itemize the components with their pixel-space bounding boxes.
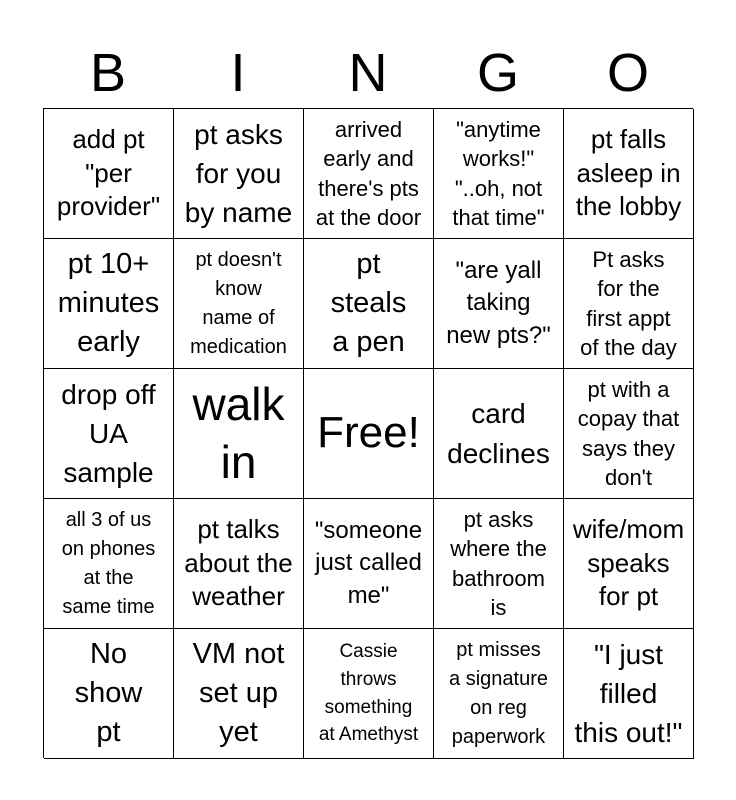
bingo-cell-r3c4[interactable] <box>434 369 564 499</box>
bingo-cell-r5c5[interactable] <box>564 629 694 759</box>
cell-text: pt with a copay that says they don't <box>577 377 680 490</box>
cell-text: VM not set up yet <box>192 637 285 749</box>
bingo-cell-r1c3[interactable] <box>304 109 434 239</box>
bingo-cell-r1c2[interactable] <box>174 109 304 239</box>
bingo-cell-r3c5[interactable] <box>564 369 694 499</box>
header-letter-i: I <box>230 43 246 103</box>
cell-text: "someone just called me" <box>314 516 423 609</box>
cell-text: drop off UA sample <box>61 378 156 489</box>
cell-text: pt misses a signature on reg paperwork <box>449 638 548 748</box>
cell-text: No show pt <box>74 637 143 749</box>
bingo-cell-r3c1[interactable] <box>44 369 174 499</box>
bingo-cell-r5c1[interactable] <box>44 629 174 759</box>
cell-text: pt falls asleep in the lobby <box>575 123 682 222</box>
bingo-cell-r2c2[interactable] <box>174 239 304 369</box>
cell-text: pt asks where the bathroom is <box>450 507 547 620</box>
bingo-cell-r1c1[interactable] <box>44 109 174 239</box>
cell-text: all 3 of us on phones at the same time <box>61 508 156 618</box>
bingo-cell-r4c4[interactable] <box>434 499 564 629</box>
cell-text: arrived early and there's pts at the door <box>315 117 422 230</box>
bingo-grid <box>43 108 693 758</box>
bingo-cell-r4c5[interactable] <box>564 499 694 629</box>
cell-text: card declines <box>447 398 550 469</box>
bingo-cell-r5c2[interactable] <box>174 629 304 759</box>
cell-text: walk in <box>192 378 285 488</box>
bingo-cell-r3c3[interactable] <box>304 369 434 499</box>
cell-text: "anytime works!" "..oh, not that time" <box>452 117 545 230</box>
cell-text: add pt "per provider" <box>56 123 161 222</box>
cell-text: Pt asks for the first appt of the day <box>580 247 677 360</box>
header-letter-b: B <box>89 43 127 103</box>
cell-text: pt talks about the weather <box>184 513 293 612</box>
bingo-cell-r1c4[interactable] <box>434 109 564 239</box>
cell-text: "are yall taking new pts?" <box>446 256 551 349</box>
bingo-cell-r2c4[interactable] <box>434 239 564 369</box>
cell-text: pt 10+ minutes early <box>57 247 160 359</box>
bingo-cell-r5c4[interactable] <box>434 629 564 759</box>
bingo-cell-r4c1[interactable] <box>44 499 174 629</box>
cell-text: pt steals a pen <box>330 247 407 359</box>
bingo-cell-r2c3[interactable] <box>304 239 434 369</box>
bingo-cell-r2c5[interactable] <box>564 239 694 369</box>
bingo-cell-r3c2[interactable] <box>174 369 304 499</box>
header-letter-g: G <box>476 43 519 103</box>
bingo-cell-r2c1[interactable] <box>44 239 174 369</box>
header-letter-n: N <box>348 43 388 103</box>
cell-text: pt asks for you by name <box>184 118 293 229</box>
bingo-cell-r1c5[interactable] <box>564 109 694 239</box>
cell-text: Cassie throws something at Amethyst <box>318 641 419 746</box>
header-letter-o: O <box>606 43 649 103</box>
bingo-cell-r4c2[interactable] <box>174 499 304 629</box>
free-space: Free! <box>317 408 420 458</box>
cell-text: pt doesn't know name of medication <box>190 248 287 358</box>
cell-text: "I just filled this out!" <box>574 638 683 749</box>
bingo-header <box>43 38 693 108</box>
cell-text: wife/mom speaks for pt <box>572 513 685 612</box>
bingo-cell-r5c3[interactable] <box>304 629 434 759</box>
bingo-cell-r4c3[interactable] <box>304 499 434 629</box>
